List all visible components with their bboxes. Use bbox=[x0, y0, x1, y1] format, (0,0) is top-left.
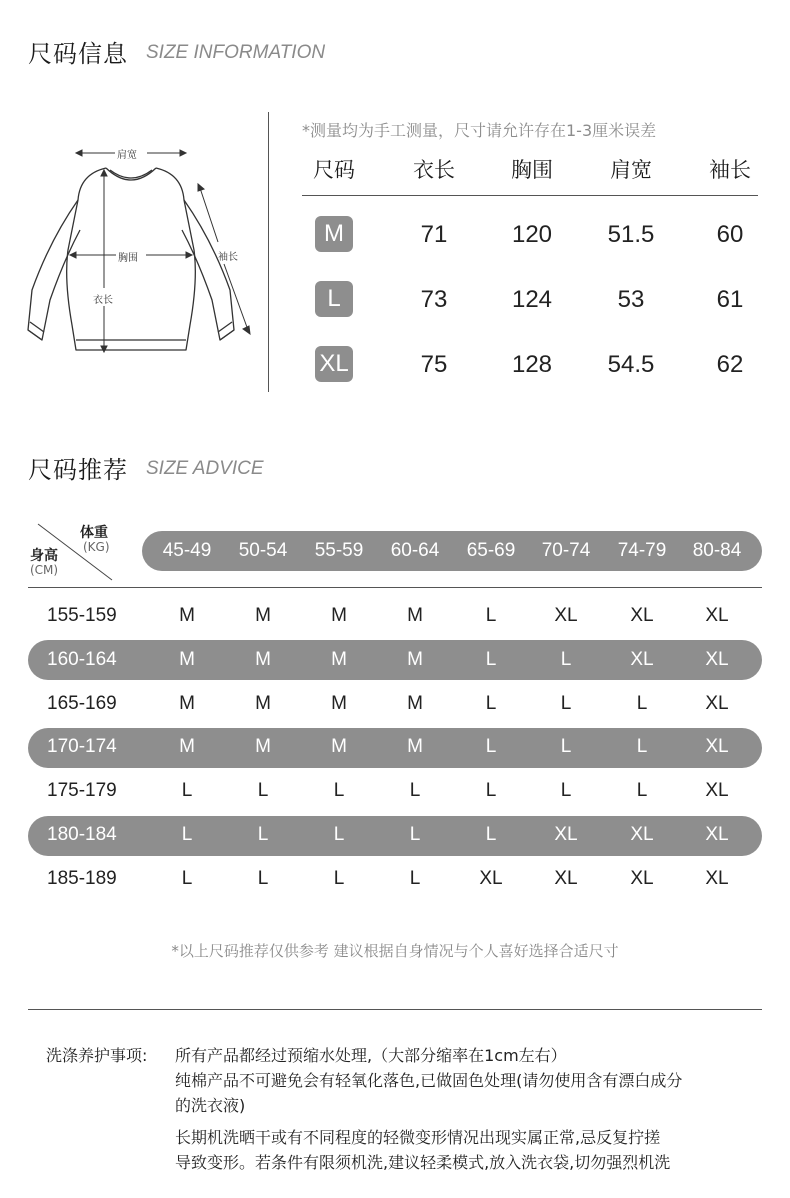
measurement-note: *测量均为手工测量，尺寸请允许存在1-3厘米误差 bbox=[302, 121, 657, 140]
height-row-label: 175-179 bbox=[47, 780, 117, 802]
advice-cell: M bbox=[331, 605, 347, 626]
height-row-label: 180-184 bbox=[47, 824, 117, 845]
weight-col: 50-54 bbox=[238, 540, 288, 561]
size-info-title: 尺码信息 bbox=[28, 40, 128, 68]
advice-cell: XL bbox=[705, 867, 729, 889]
advice-cell: L bbox=[257, 824, 269, 845]
advice-cell: XL bbox=[705, 780, 729, 802]
advice-cell: L bbox=[485, 824, 497, 845]
height-label: 身高 bbox=[30, 548, 58, 564]
advice-cell: XL bbox=[705, 605, 729, 626]
advice-cell: M bbox=[179, 692, 195, 714]
advice-cell: M bbox=[255, 692, 271, 714]
header-chest: 胸围 bbox=[511, 158, 553, 182]
weight-col: 74-79 bbox=[617, 540, 667, 561]
care-line: 的洗衣液) bbox=[175, 1096, 246, 1115]
care-line: 长期机洗晒干或有不同程度的轻微变形情况出现实属正常,忌反复拧搓 bbox=[175, 1128, 661, 1147]
table-cell: 54.5 bbox=[607, 351, 655, 378]
care-label: 洗涤养护事项: bbox=[46, 1046, 148, 1065]
advice-cell: M bbox=[255, 605, 271, 626]
table-cell: 124 bbox=[511, 286, 553, 313]
advice-cell: L bbox=[560, 736, 572, 758]
advice-cell: XL bbox=[630, 605, 654, 626]
table-cell: 71 bbox=[420, 221, 448, 248]
advice-cell: M bbox=[407, 605, 423, 626]
advice-cell: L bbox=[181, 867, 193, 889]
advice-cell: L bbox=[181, 824, 193, 845]
advice-cell: L bbox=[181, 780, 193, 802]
care-line: 纯棉产品不可避免会有轻氧化落色,已做固色处理(请勿使用含有漂白成分 bbox=[175, 1071, 683, 1090]
advice-note: *以上尺码推荐仅供参考 建议根据自身情况与个人喜好选择合适尺寸 bbox=[171, 942, 619, 960]
advice-cell: XL bbox=[630, 648, 654, 670]
advice-cell: XL bbox=[554, 867, 578, 889]
table-cell: 75 bbox=[420, 351, 448, 378]
weight-col: 55-59 bbox=[314, 540, 364, 561]
advice-cell: XL bbox=[705, 736, 729, 758]
table-cell: 120 bbox=[511, 221, 553, 248]
advice-cell: XL bbox=[554, 605, 578, 626]
advice-cell: L bbox=[485, 736, 497, 758]
table-cell: 128 bbox=[511, 351, 553, 378]
advice-cell: L bbox=[636, 692, 648, 714]
advice-cell: L bbox=[409, 824, 421, 845]
advice-cell: L bbox=[333, 780, 345, 802]
height-unit: (CM) bbox=[30, 563, 59, 577]
advice-cell: L bbox=[257, 867, 269, 889]
advice-cell: XL bbox=[630, 867, 654, 889]
table-cell: 51.5 bbox=[607, 221, 655, 248]
advice-cell: M bbox=[407, 736, 423, 758]
size-badge-l: L bbox=[315, 281, 353, 317]
corner-header bbox=[28, 518, 140, 582]
advice-cell: XL bbox=[705, 692, 729, 714]
advice-cell: L bbox=[485, 692, 497, 714]
advice-cell: XL bbox=[630, 824, 654, 845]
sleeve-label: 袖长 bbox=[218, 252, 238, 263]
advice-cell: L bbox=[333, 824, 345, 845]
weight-label: 体重 bbox=[80, 525, 108, 541]
advice-cell: L bbox=[560, 692, 572, 714]
size-advice-subtitle: SIZE ADVICE bbox=[146, 458, 264, 479]
advice-header-divider bbox=[28, 587, 762, 588]
advice-cell: L bbox=[257, 780, 269, 802]
garment-diagram bbox=[20, 140, 260, 360]
header-size: 尺码 bbox=[313, 158, 355, 182]
advice-cell: L bbox=[485, 648, 497, 670]
advice-cell: L bbox=[409, 780, 421, 802]
size-info-subtitle: SIZE INFORMATION bbox=[146, 42, 326, 63]
advice-cell: M bbox=[407, 692, 423, 714]
table-cell: 61 bbox=[716, 286, 744, 313]
height-row-label: 155-159 bbox=[47, 605, 117, 626]
advice-cell: L bbox=[485, 780, 497, 802]
weight-col: 80-84 bbox=[692, 540, 742, 561]
advice-cell: XL bbox=[705, 648, 729, 670]
advice-cell: M bbox=[179, 736, 195, 758]
care-divider bbox=[28, 1009, 762, 1010]
advice-cell: XL bbox=[554, 824, 578, 845]
weight-unit: (KG) bbox=[83, 540, 110, 554]
advice-cell: M bbox=[179, 648, 195, 670]
advice-cell: L bbox=[636, 736, 648, 758]
care-line: 所有产品都经过预缩水处理,（大部分缩率在1cm左右） bbox=[175, 1046, 567, 1065]
header-length: 衣长 bbox=[413, 158, 455, 182]
advice-cell: L bbox=[485, 605, 497, 626]
size-badge-xl: XL bbox=[315, 346, 353, 382]
advice-cell: M bbox=[179, 605, 195, 626]
advice-cell: M bbox=[255, 648, 271, 670]
height-row-label: 165-169 bbox=[47, 692, 117, 714]
table-cell: 62 bbox=[716, 351, 744, 378]
shoulder-label: 肩宽 bbox=[117, 150, 137, 161]
advice-cell: XL bbox=[705, 824, 729, 845]
height-row-label: 185-189 bbox=[47, 867, 117, 889]
weight-col: 65-69 bbox=[466, 540, 516, 561]
advice-cell: L bbox=[333, 867, 345, 889]
weight-col: 60-64 bbox=[390, 540, 440, 561]
size-badge-m: M bbox=[315, 216, 353, 252]
advice-cell: M bbox=[331, 736, 347, 758]
advice-cell: L bbox=[409, 867, 421, 889]
table-cell: 60 bbox=[716, 221, 744, 248]
chest-label: 胸围 bbox=[118, 253, 138, 264]
advice-cell: M bbox=[255, 736, 271, 758]
advice-cell: M bbox=[407, 648, 423, 670]
header-shoulder: 肩宽 bbox=[610, 158, 652, 182]
table-cell: 73 bbox=[420, 286, 448, 313]
table-cell: 53 bbox=[617, 286, 645, 313]
height-row-label: 170-174 bbox=[47, 736, 117, 758]
advice-cell: L bbox=[560, 780, 572, 802]
weight-col: 45-49 bbox=[162, 540, 212, 561]
advice-cell: M bbox=[331, 648, 347, 670]
header-sleeve: 袖长 bbox=[709, 158, 751, 182]
care-line: 导致变形。若条件有限须机洗,建议轻柔模式,放入洗衣袋,切勿强烈机洗 bbox=[175, 1153, 671, 1172]
table-header-divider bbox=[302, 195, 758, 196]
advice-cell: L bbox=[560, 648, 572, 670]
size-advice-title: 尺码推荐 bbox=[28, 456, 128, 484]
length-label: 衣长 bbox=[93, 295, 113, 306]
advice-cell: L bbox=[636, 780, 648, 802]
height-row-label: 160-164 bbox=[47, 648, 117, 670]
weight-col: 70-74 bbox=[541, 540, 591, 561]
advice-cell: XL bbox=[479, 867, 503, 889]
advice-cell: M bbox=[331, 692, 347, 714]
divider-vertical bbox=[268, 112, 269, 392]
